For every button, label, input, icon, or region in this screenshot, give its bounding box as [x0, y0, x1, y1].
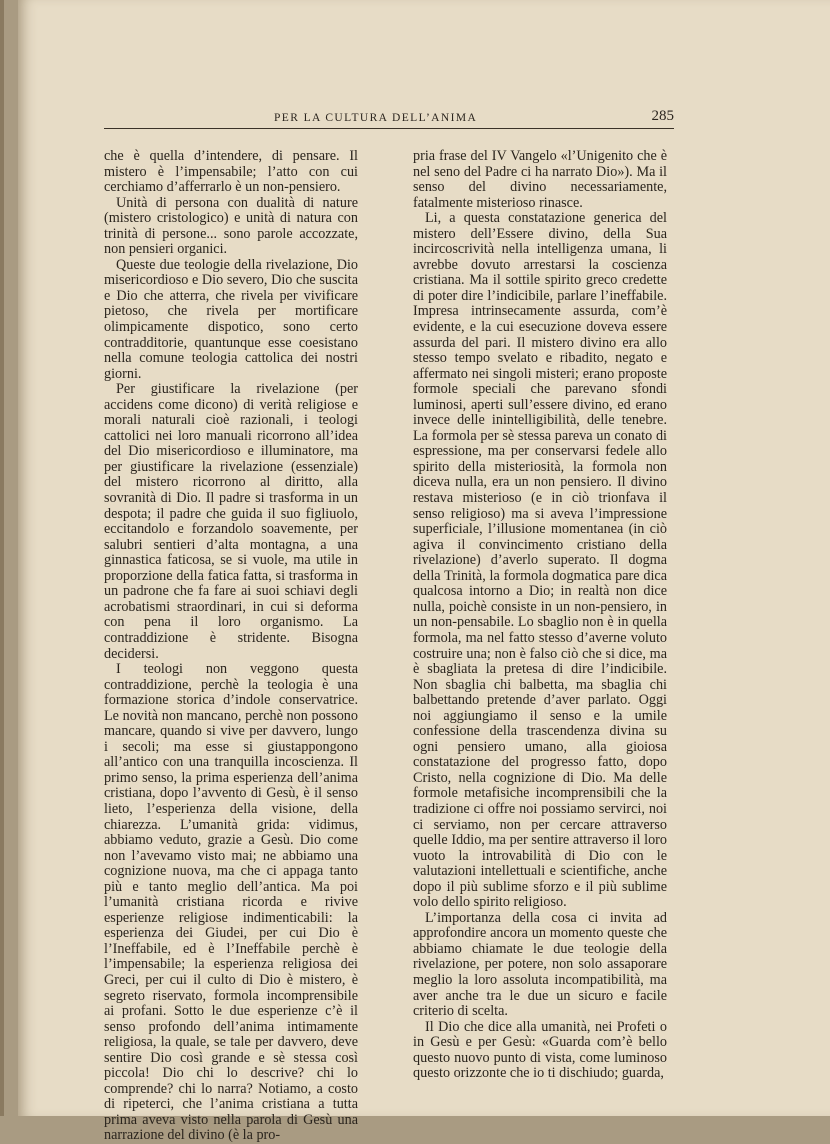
- paragraph: L’importanza della cosa ci invita ad approfondire ancora un momento queste che abbiamo chiamate le due teologie della rivelazione, per potere, non solo assaporare meglio la loro assoluta incompatibilità, ma aver anche tra le due un sicuro e facile criterio di scelta.: [413, 909, 667, 1020]
- page-edge: [0, 0, 4, 1116]
- right-column: [413, 149, 667, 1082]
- paragraph: I teologi non veggono questa contraddizione, perchè la teologia è una formazione storica d’indole conservatrice. Le novità non mancano, perchè non possono mancare, quando si vive per davvero, lungo i secoli; ma esse si giustappongono all’antico con una tranquilla incoscienza. Il primo senso, la prima esperienza dell’anima cristiana, dopo l’avvento di Gesù, è il senso lieto, l’esperienza della visione, della chiarezza. L’umanità grida: vidimus, abbiamo veduto, grazie a Gesù. Dio come non l’avevamo visto mai; ne abbiamo una cognizione nuova, ma che ci appaga tanto più e tanto meglio dell’antica. Ma poi l’umanità cristiana ricorda e rivive esperienze religiose indimenticabili: la esperienza dei Giudei, per cui Dio è l’Ineffabile, ed è l’Ineffabile perchè è l’impensabile; la esperienza religiosa dei Greci, per cui il culto di Dio è mistero, è segreto riservato, formola incomprensibile ai profani. Sotto le due esperienze c’è il senso profondo dell’anima intimamente religiosa, la quale, se tale per davvero, deve sentire Dio così grande e sè stessa così piccola! Dio chi lo descrive? chi lo comprende? chi lo narra? Notiamo, a costo di ripeterci, che l’anima cristiana a tutta prima aveva visto nella parola di Gesù una narrazione del divino (è la pro-: [104, 661, 358, 1144]
- paragraph: pria frase del IV Vangelo «l’Unigenito che è nel seno del Padre ci ha narrato Dio»). Ma il senso del divino necessariamente, fatalmente misterioso rinasce.: [413, 148, 667, 211]
- running-header: [104, 106, 674, 129]
- paragraph: Queste due teologie della rivelazione, Dio misericordioso e Dio severo, Dio che suscita e Dio che atterra, che rivela per vivificare pietoso, che rivela per mortificare olimpicamente dispotico, sono certo contradditorie, quantunque esse coesistano nella comune teologia cattolica dei nostri giorni.: [104, 256, 358, 382]
- paragraph: che è quella d’intendere, di pensare. Il mistero è l’impensabile; l’atto con cui cerchiamo d’afferrarlo è un non-pensiero.: [104, 148, 358, 196]
- paragraph: Unità di persona con dualità di nature (mistero cristologico) e unità di natura con trinità di persone... sono parole accozzate, non pensieri organici.: [104, 194, 358, 258]
- paragraph: Li, a questa constatazione generica del mistero dell’Essere divino, della Sua incircoscrività nella intelligenza umana, li avrebbe dovuto arrestarsi la coscienza cristiana. Ma il sottile spirito greco credette di poter dire l’indicibile, parlare l’ineffabile. Impresa intrinsecamente assurda, com’è evidente, e la cui esecuzione doveva essere assurda del pari. Il mistero divino era allo stesso tempo svelato e ribadito, negato e affermato nei singoli misteri; erano proposte formole speciali che parevano sfondi luminosi, aperti sull’essere divino, ed erano invece delle inintelligibilità, delle tenebre. La formola per sè stessa pareva un conato di espressione, ma per conservarsi fedele allo spirito della misteriosità, la formola non diceva nulla, era un non pensiero. Il divino restava misterioso (e in ciò trionfava il senso religioso) ma si aveva l’impressione superficiale, l’illusione momentanea (in ciò agiva il convincimento cristiano della rivelazione) d’averlo superato. Il dogma della Trinità, la formola dogmatica pare dica qualcosa intorno a Dio; in realtà non dice nulla, poichè consiste in un non-pensiero, in un non-pensabile. Lo sbaglio non è in quella formola, ma nel fatto stesso d’averne voluto costruire una; non è falso ciò che si dice, ma è sbagliata la pretesa di dire l’indicibile. Non sbaglia chi balbetta, ma sbaglia chi balbettando pretende d’aver parlato. Oggi noi aggiungiamo il senso e la umile confessione della trascendenza divina su ogni pensiero umano, alla gioiosa constatazione del progresso fatto, dopo Cristo, nella cognizione di Dio. Ma delle formole metafisiche incomprensibili che la tradizione ci offre noi possiamo servirci, noi ci serviamo, non per cercare attraverso quelle Iddio, ma per sentire attraverso il loro vuoto la introvabilità di Dio con le valutazioni intellettuali e scientifiche, anche dopo il più sublime sforzo e il più sublime volo dello spirito religioso.: [413, 210, 667, 911]
- left-column: [104, 149, 358, 1144]
- paragraph: Per giustificare la rivelazione (per accidens come dicono) di verità religiose e morali naturali cioè razionali, i teologi cattolici nei loro manuali ricorrono all’idea del Dio misericordioso e illuminatore, ma per giustificare la rivelazione (essenziale) del mistero ricorrono al diritto, alla sovranità di Dio. Il padre si trasforma in un despota; il padre che guida il suo figliuolo, eccitandolo e forzandolo soavemente, per salubri sentieri d’alta montagna, a una ginnastica faticosa, se si vuole, ma utile in proporzione della fatica fatta, si trasforma in un padrone che fa fare ai suoi schiavi degli acrobatismi straordinari, in cui si deforma con pena il loro organismo. La contraddizione è stridente. Bisogna decidersi.: [104, 381, 358, 662]
- running-title: PER LA CULTURA DELL’ANIMA: [274, 112, 478, 124]
- paragraph: Il Dio che dice alla umanità, nei Profeti o in Gesù e per Gesù: «Guarda com’è bello questo nuovo punto di vista, come luminoso questo orizzonte che io ti dischiudo; guarda,: [413, 1018, 667, 1082]
- page-number: 285: [651, 108, 674, 124]
